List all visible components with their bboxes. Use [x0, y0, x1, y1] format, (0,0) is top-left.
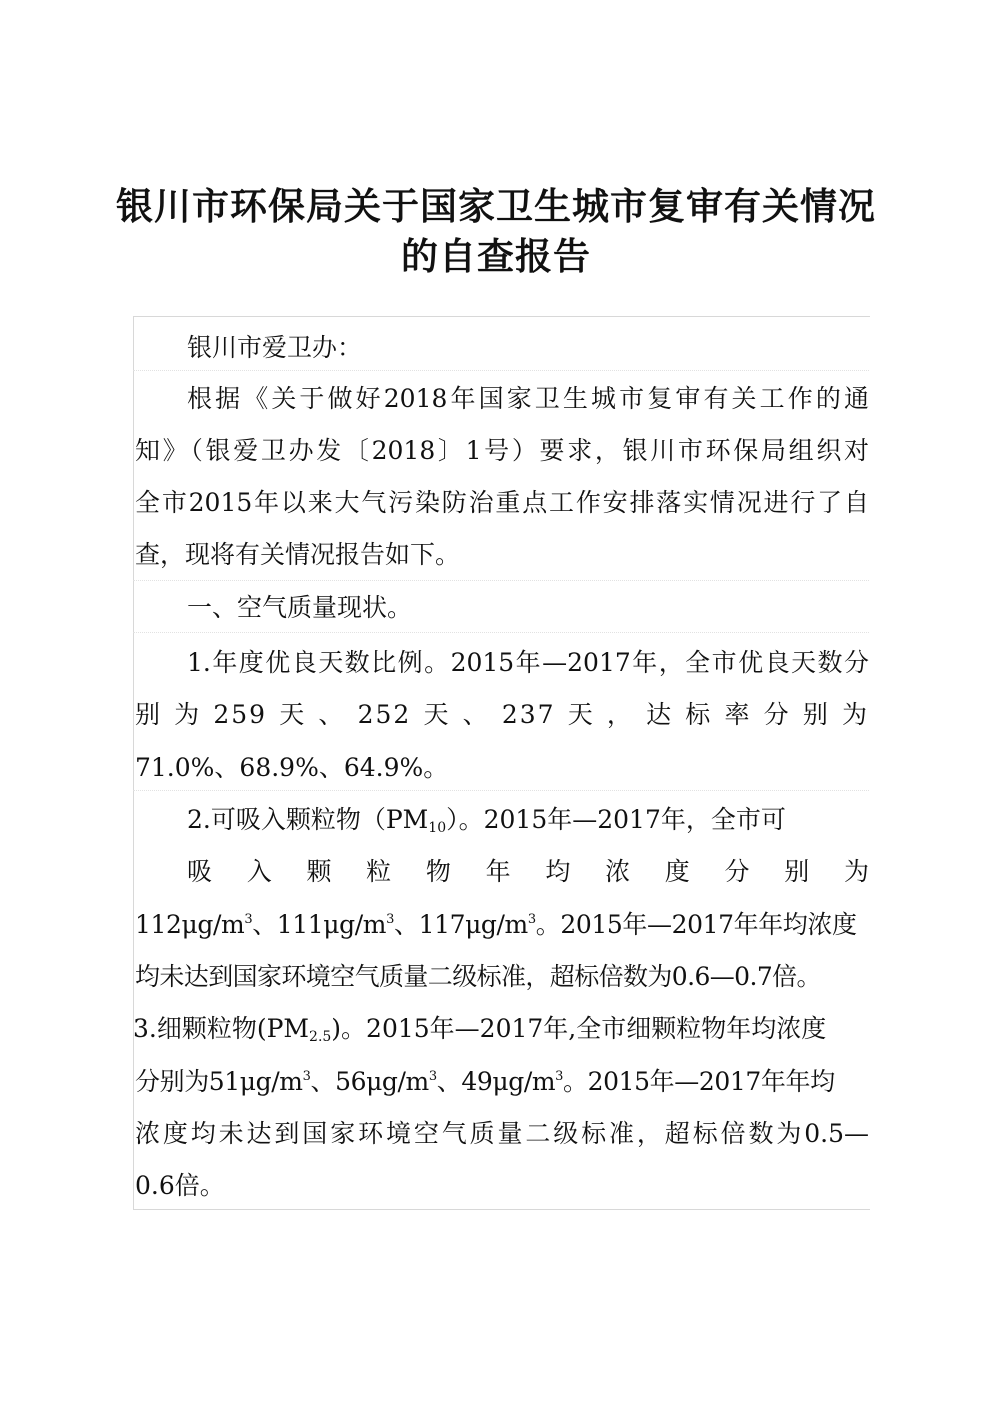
item-1-line-2: 别为259天、252天、237天，达标率分别为	[135, 700, 869, 729]
document-title-line-1: 银川市环保局关于国家卫生城市复审有关情况	[116, 185, 876, 228]
item-2-line-4: 均未达到国家环境空气质量二级标准，超标倍数为0.6—0.7倍。	[135, 962, 821, 991]
item-3-line-3: 浓度均未达到国家环境空气质量二级标准，超标倍数为0.5—	[135, 1119, 869, 1148]
item-2-line-1: 2.可吸入颗粒物$(PM_{10})$。2015年—2017年，全市可	[187, 805, 786, 836]
document-title-line-2: 的自查报告	[401, 235, 591, 278]
row-divider	[133, 370, 869, 371]
paragraph-1-line-1: 根据《关于做好2018年国家卫生城市复审有关工作的通	[187, 384, 869, 413]
row-divider	[133, 580, 869, 581]
paragraph-1-line-3: 全市2015年以来大气污染防治重点工作安排落实情况进行了自	[135, 488, 869, 517]
item-1-line-1: 1.年度优良天数比例。2015年—2017年，全市优良天数分	[187, 648, 869, 677]
row-divider	[133, 790, 869, 791]
item-3-line-1: 3.细颗粒物$(PM_{2.5})$。2015年—2017年,全市细颗粒物年均浓度	[133, 1014, 827, 1045]
item-3-line-4: 0.6倍。	[135, 1171, 225, 1200]
item-3-line-2: 分别为$51\mu g/m^3$、$56\mu g/m^3$、$49\mu g/m^3$。2015年—2017年年均	[135, 1067, 835, 1096]
paragraph-1-line-2: 知》（银爱卫办发〔2018〕1号）要求，银川市环保局组织对	[135, 436, 869, 465]
salutation: 银川市爱卫办：	[187, 333, 363, 362]
item-1-line-3: 71.0%、68.9%、64.9%。	[135, 753, 449, 782]
row-divider	[133, 632, 869, 633]
section-heading-air-quality: 一、空气质量现状。	[187, 593, 413, 622]
paragraph-1-line-4: 查，现将有关情况报告如下。	[135, 540, 461, 569]
item-2-line-2: 吸入颗粒物年均浓度分别为	[187, 857, 869, 886]
item-2-line-3: $112\mu g/m^3$、$111\mu g/m^3$、$117\mu g/m^3$。2015年—2017年年均浓度	[135, 910, 857, 939]
